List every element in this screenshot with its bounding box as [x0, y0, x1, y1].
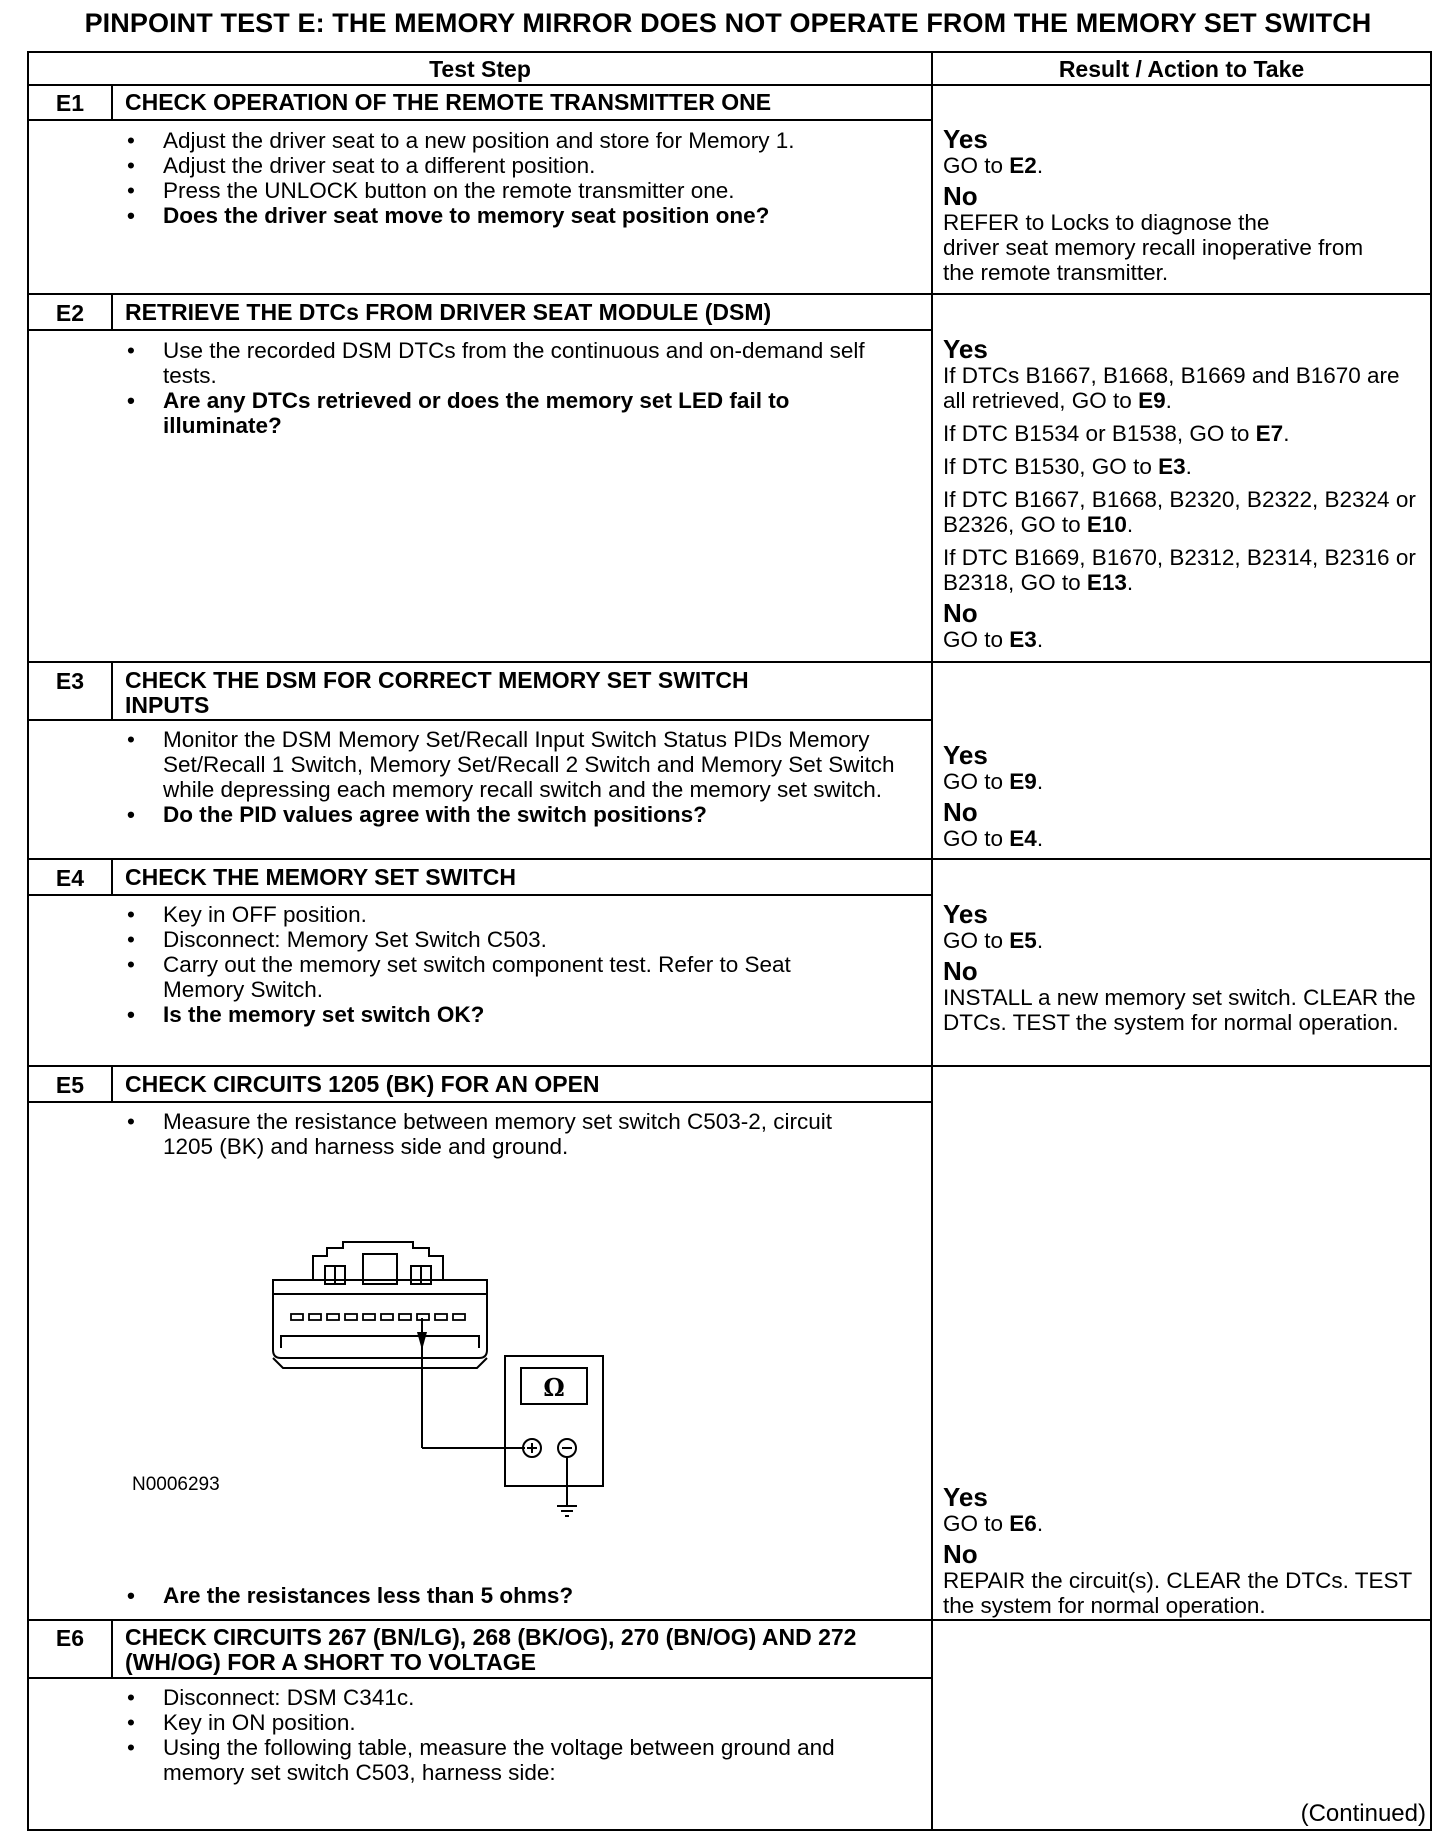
- step-rule: [29, 1065, 1430, 1067]
- step-id-e5: E5: [55, 1072, 85, 1098]
- yes-action: If DTC B1667, B1668, B2320, B2322, B2324 or B2326, GO to E10.: [943, 487, 1416, 537]
- yes-action: GO to E5.: [943, 928, 1044, 953]
- id-divider: [111, 295, 113, 329]
- no-label: No: [943, 956, 978, 986]
- result-e4: [943, 900, 1421, 1035]
- step-rule: [29, 293, 1430, 295]
- continued-label: (Continued): [1300, 1800, 1426, 1827]
- connector-body-top: [273, 1280, 487, 1294]
- step-question: • Does the driver seat move to memory seat position one?: [125, 203, 935, 228]
- step-question: • Is the memory set switch OK?: [125, 1002, 815, 1027]
- step-body-e2: [125, 338, 905, 438]
- ohmmeter-connector-figure: [265, 1218, 685, 1518]
- bullet: • Disconnect: DSM C341c.: [125, 1685, 885, 1710]
- result-e2: [943, 335, 1423, 652]
- yes-action: If DTC B1669, B1670, B2312, B2314, B2316 or B2318, GO to E13.: [943, 545, 1416, 595]
- step-body-e5: [125, 1109, 855, 1159]
- step-title-e1: CHECK OPERATION OF THE REMOTE TRANSMITTER ONE: [125, 89, 772, 115]
- step-ref: E9: [1138, 388, 1166, 413]
- no-action: REPAIR the circuit(s). CLEAR the DTCs. TEST the system for normal operation.: [943, 1568, 1412, 1618]
- step-body-e6: [125, 1685, 885, 1785]
- step-ref: E10: [1086, 512, 1127, 537]
- yes-action: If DTC B1534 or B1538, GO to E7.: [943, 421, 1290, 446]
- yes-label: Yes: [943, 124, 988, 154]
- step-body-e5-question: [125, 1583, 935, 1608]
- step-ref: E6: [1009, 1511, 1037, 1536]
- bullet: • Adjust the driver seat to a new position and store for Memory 1.: [125, 128, 935, 153]
- yes-label: Yes: [943, 740, 988, 770]
- step-id-e1: E1: [55, 90, 85, 116]
- step-id-e3: E3: [55, 668, 85, 694]
- header-rule: [29, 84, 1430, 86]
- step-rule: [29, 1619, 1430, 1621]
- id-divider: [111, 1067, 113, 1101]
- header-test-step: Test Step: [429, 56, 531, 82]
- bullet: • Carry out the memory set switch component test. Refer to Seat Memory Switch.: [125, 952, 815, 1002]
- step-ref: E3: [1158, 454, 1186, 479]
- step-ref: E4: [1009, 826, 1037, 851]
- step-title-e6: CHECK CIRCUITS 267 (BN/LG), 268 (BK/OG), 270 (BN/OG) AND 272 (WH/OG) FOR A SHORT TO VOLTAGE: [125, 1624, 857, 1675]
- step-id-e4: E4: [55, 865, 85, 891]
- bullet: • Disconnect: Memory Set Switch C503.: [125, 927, 815, 952]
- step-question: • Are the resistances less than 5 ohms?: [125, 1583, 935, 1608]
- no-label: No: [943, 181, 978, 211]
- no-action: GO to E4.: [943, 826, 1044, 851]
- id-divider: [111, 86, 113, 119]
- header-result: Result / Action to Take: [1058, 56, 1305, 82]
- yes-label: Yes: [943, 1482, 988, 1512]
- bullet: • Press the UNLOCK button on the remote transmitter one.: [125, 178, 935, 203]
- bullet: • Measure the resistance between memory set switch C503-2, circuit 1205 (BK) and harness side and ground.: [125, 1109, 855, 1159]
- step-id-e2: E2: [55, 300, 85, 326]
- step-ref: E7: [1255, 421, 1284, 446]
- step-ref: E13: [1086, 570, 1127, 595]
- id-divider: [111, 1621, 113, 1677]
- result-e3: [943, 741, 1423, 851]
- no-label: No: [943, 598, 978, 628]
- step-body-e4: [125, 902, 815, 1027]
- step-title-rule: [29, 329, 931, 331]
- step-body-e1: [125, 128, 935, 228]
- step-ref: E5: [1009, 928, 1037, 953]
- bullet: • Use the recorded DSM DTCs from the continuous and on-demand self tests.: [125, 338, 905, 388]
- bullet: • Using the following table, measure the voltage between ground and memory set switch C503, harness side:: [125, 1735, 885, 1785]
- no-label: No: [943, 1539, 978, 1569]
- bullet: • Key in ON position.: [125, 1710, 885, 1735]
- step-title-rule: [29, 719, 931, 721]
- figure-id: N0006293: [132, 1474, 220, 1495]
- yes-action: If DTC B1530, GO to E3.: [943, 454, 1192, 479]
- bullet: • Key in OFF position.: [125, 902, 815, 927]
- pinpoint-test-table: [27, 51, 1432, 1831]
- yes-action: If DTCs B1667, B1668, B1669 and B1670 are all retrieved, GO to E9.: [943, 363, 1400, 413]
- connector-latch: [313, 1242, 443, 1280]
- result-e1: [943, 125, 1423, 285]
- step-title-e5: CHECK CIRCUITS 1205 (BK) FOR AN OPEN: [125, 1071, 600, 1097]
- bullet: • Monitor the DSM Memory Set/Recall Input Switch Status PIDs Memory Set/Recall 1 Switch, Memory Set/Recall 2 Switch and Memory Set Switch while depressing each memory recall switch and the memory set switch.: [125, 727, 935, 802]
- step-title-rule: [29, 119, 931, 121]
- connector-body: [273, 1294, 487, 1358]
- step-question: • Do the PID values agree with the switch positions?: [125, 802, 935, 827]
- step-ref: E9: [1009, 769, 1037, 794]
- no-action: GO to E3.: [943, 627, 1044, 652]
- no-action: REFER to Locks to diagnose the driver seat memory recall inoperative from the remote transmitter.: [943, 210, 1364, 285]
- no-action: INSTALL a new memory set switch. CLEAR the DTCs. TEST the system for normal operation.: [943, 985, 1416, 1035]
- step-ref: E3: [1009, 627, 1037, 652]
- step-title-e2: RETRIEVE THE DTCs FROM DRIVER SEAT MODULE (DSM): [125, 299, 772, 325]
- step-body-e3: [125, 727, 935, 827]
- step-title-rule: [29, 1101, 931, 1103]
- step-id-e6: E6: [55, 1625, 85, 1651]
- step-question: • Are any DTCs retrieved or does the memory set LED fail to illuminate?: [125, 388, 905, 438]
- step-title-rule: [29, 894, 931, 896]
- step-title-e4: CHECK THE MEMORY SET SWITCH: [125, 864, 517, 890]
- step-title-e3: CHECK THE DSM FOR CORRECT MEMORY SET SWITCH INPUTS: [125, 667, 749, 718]
- yes-action: GO to E2.: [943, 153, 1044, 178]
- yes-label: Yes: [943, 334, 988, 364]
- yes-action: GO to E9.: [943, 769, 1044, 794]
- yes-action: GO to E6.: [943, 1511, 1044, 1536]
- connector-pins: [291, 1314, 465, 1320]
- probe-arrow: [417, 1332, 427, 1350]
- step-title-rule: [29, 1677, 931, 1679]
- step-ref: E2: [1009, 153, 1037, 178]
- step-rule: [29, 661, 1430, 663]
- page-title: PINPOINT TEST E: THE MEMORY MIRROR DOES NOT OPERATE FROM THE MEMORY SET SWITCH: [84, 8, 1372, 38]
- step-rule: [29, 858, 1430, 860]
- no-label: No: [943, 797, 978, 827]
- result-e5: [943, 1483, 1421, 1618]
- yes-label: Yes: [943, 899, 988, 929]
- bullet: • Adjust the driver seat to a different position.: [125, 153, 935, 178]
- id-divider: [111, 663, 113, 719]
- ohm-symbol: Ω: [543, 1373, 565, 1402]
- id-divider: [111, 860, 113, 894]
